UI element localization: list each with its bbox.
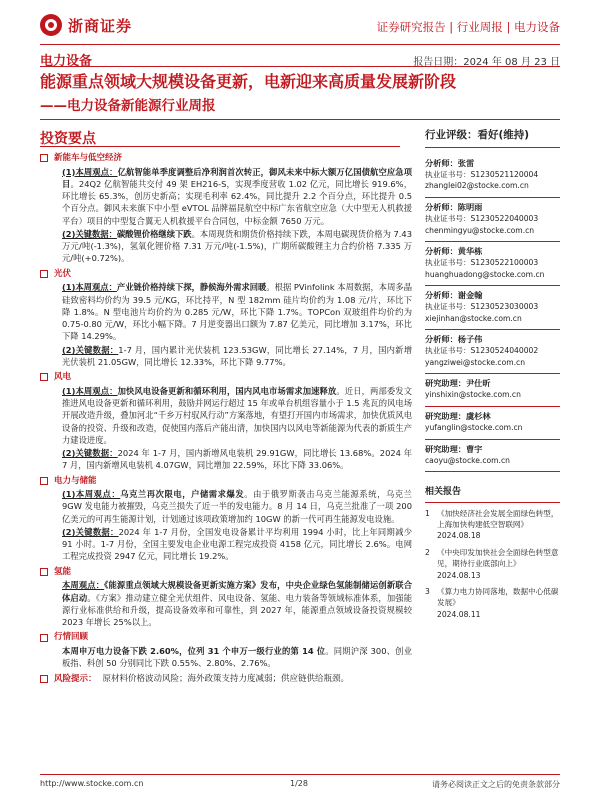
logo-icon	[40, 14, 62, 36]
paragraph-highlight: 乌克兰再次限电，户储需求爆发	[120, 489, 245, 500]
paragraph	[62, 228, 412, 265]
paragraph-text: 。《方案》推动建立健全光伏组件、风电设备、氢能、电力装备等领域标准体系，加强能源行业标准供给和升级，提高设备效率和可靠性，到 2027 年，能源重点领域设备投资规模较 2023 年增长 25%以上。	[62, 592, 412, 628]
paragraph-lead: (2)关键数据：	[62, 448, 118, 459]
analyst-detail: 执业证书号：S1230522040003	[425, 214, 539, 224]
logo-text: 浙商证券	[68, 16, 133, 35]
paragraph-lead: (1)本周观点：	[62, 489, 121, 500]
footer-disclaimer: 请务必阅读正文之后的免责条款部分	[432, 780, 560, 789]
sidebar	[425, 128, 560, 620]
paragraph-text: 2024 年 1-7 月份，全国发电设备累计平均利用 1994 小时，比上年同期减少 91 小时。1-7 月份，全国主要发电企业电源工程完成投资 4158 亿元，同比增长 2.6%。电网工程完成投资 2947 亿元，同比增长 19.2%。	[62, 526, 412, 562]
analyst-entry	[425, 440, 560, 473]
industry-rating: 行业评级：看好(维持)	[425, 128, 560, 148]
paragraph-text: 。同期沪深 300、创业板指、科创 50 分别同比下跌 0.55%、2.80%、2.76%。	[62, 645, 412, 669]
company-logo	[40, 12, 170, 38]
paragraph-lead: 本周观点：	[62, 580, 105, 591]
analyst-name: 研究助理：尹仕昕	[425, 378, 491, 389]
category-heading	[40, 371, 412, 384]
paragraph	[62, 526, 412, 563]
analyst-list	[425, 154, 560, 472]
footer-website-link[interactable]: http://www.stocke.com.cn	[40, 779, 144, 788]
page-subtitle: ——电力设备新能源行业周报	[40, 98, 216, 114]
paragraph-text: 。根据 PVinfolink 本周数据，本周多晶硅致密料均价约为 39.5 元/KG，环比持平，N 型 182mm 硅片均价约为 1.08 元/片，环比下降 1.8%。N 型电池片均价约为 0.285 元/W，环比下降 1.7%。TOPCon 双玻组件均价约为 0.75-0.80 元/W，环比小幅下降。7 月逆变器出口额为 7.87 亿美元，同比增加 3.17%，环比下降 14.29%。	[62, 282, 412, 342]
checkbox-bullet-icon	[40, 568, 48, 576]
analyst-entry	[425, 198, 560, 242]
checkbox-bullet-icon	[40, 675, 48, 683]
analyst-name: 研究助理：曹宇	[425, 443, 483, 454]
analyst-detail[interactable]: chenmingyu@stocke.com.cn	[425, 225, 535, 235]
category-heading	[40, 673, 412, 686]
related-report[interactable]	[425, 547, 560, 570]
paragraph-text: 2024 年 1-7 月，国内新增风电装机 29.91GW，同比增长 13.68%。2024 年 7 月，国内新增风电装机 4.07GW，同比增加 22.59%，环比下降 33.06%。	[62, 448, 412, 471]
paragraph	[62, 166, 412, 227]
analyst-name: 分析师：张雷	[425, 157, 475, 168]
analyst-name: 分析师：杨子伟	[425, 334, 483, 345]
category-heading	[40, 631, 412, 644]
paragraph-highlight: 碳酸锂价格继续下跌	[116, 228, 192, 239]
paragraph	[62, 447, 412, 472]
analyst-detail[interactable]: yufanglin@stocke.com.cn	[425, 423, 523, 433]
paragraph	[62, 281, 412, 342]
paragraph-text: 。本周现货和期货价格持续下跌，本周电碳现货价格为 7.43 万元/吨(-1.3%)，氢氧化锂价格 7.31 万元/吨(-1.5%)，广期所碳酸锂主力合约价格 7.335 万元/吨(+0.72%)。	[62, 228, 412, 264]
paragraph-highlight: 加快风电设备更新和循环利用，国内风电市场需求加速释放	[117, 385, 337, 396]
analyst-detail[interactable]: yinshixin@stocke.com.cn	[425, 390, 521, 400]
category-name: 电力与储能	[54, 475, 97, 486]
checkbox-bullet-icon	[40, 270, 48, 278]
paragraph	[62, 385, 412, 446]
analyst-detail[interactable]: yangziwei@stocke.com.cn	[425, 357, 526, 367]
key-points-divider	[40, 146, 400, 147]
related-report[interactable]	[425, 586, 560, 609]
analyst-entry	[425, 154, 560, 198]
analyst-detail: 执业证书号：S1230521120004	[425, 170, 539, 180]
category-heading	[40, 152, 412, 165]
key-points-body	[40, 149, 412, 685]
paragraph	[62, 344, 412, 369]
category-heading	[40, 566, 412, 579]
analyst-detail: 执业证书号：S1230523030003	[425, 302, 539, 312]
analyst-entry	[425, 330, 560, 374]
checkbox-bullet-icon	[40, 634, 48, 642]
category-heading	[40, 475, 412, 488]
paragraph-highlight: 《能源重点领域大规模设备更新实施方案》发布，中央企业绿色氢能制储运创新联合体启动	[62, 580, 412, 603]
related-report-number: 3	[425, 587, 430, 597]
analyst-name: 研究助理：虞杉林	[425, 410, 491, 421]
paragraph-lead: (2)关键数据：	[62, 344, 119, 355]
footer-divider	[40, 774, 560, 775]
analyst-entry	[425, 407, 560, 440]
checkbox-bullet-icon	[40, 154, 48, 162]
related-report-title[interactable]: 《算力电力协同落地，数据中心低碳发展》	[437, 587, 559, 608]
category-name: 新能车与低空经济	[54, 153, 123, 163]
category-name: 光伏	[54, 268, 72, 279]
category-inline-text: 原材料价格波动风险；海外政策支持力度减弱；供应链供给瓶颈。	[102, 673, 350, 684]
paragraph-text: 1-7 月，国内累计光伏装机 123.53GW，同比增长 27.14%，7 月，国内新增光伏装机 21.05GW，同比增长 12.33%，环比下降 9.77%。	[62, 344, 413, 367]
paragraph-highlight: 本周申万电力设备下跌 2.60%，位列 31 个申万一级行业的第 14 位	[62, 645, 326, 656]
analyst-entry	[425, 286, 560, 330]
report-type-nav: 证券研究报告 | 行业周报 | 电力设备	[376, 20, 560, 34]
category-name: 风险提示：	[54, 673, 97, 684]
related-report-title[interactable]: 《加快经济社会发展全面绿色转型，上海加快构建低空智联网》	[437, 508, 559, 530]
category-name: 氢能	[54, 566, 72, 577]
checkbox-bullet-icon	[40, 477, 48, 485]
paragraph-text: 。由于俄罗斯袭击乌克兰能源系统，乌克兰 9GW 发电能力被摧毁，乌克兰损失了近一半的发电能力。8 月 14 日，乌克兰批准了一项 200 亿美元的可再生能源计划，计划通过该项政策增加约 10GW 的新一代可再生能源发电设施。	[62, 489, 412, 524]
paragraph-highlight: 亿航智能单季度调整后净利润首次转正，御风未来中标大额万亿国债航空应急项目	[62, 166, 412, 189]
related-report-date: 2024.08.11	[437, 609, 481, 619]
analyst-detail[interactable]: zhanglei02@stocke.com.cn	[425, 181, 529, 191]
analyst-detail: 执业证书号：S1230522100003	[425, 258, 539, 268]
related-reports-heading: 相关报告	[425, 486, 560, 503]
related-report-date: 2024.08.13	[437, 570, 481, 580]
analyst-detail[interactable]: caoyu@stocke.com.cn	[425, 455, 510, 465]
paragraph-lead: (1)本周观点：	[62, 282, 117, 293]
related-report-date: 2024.08.18	[437, 531, 481, 541]
paragraph	[62, 645, 412, 670]
checkbox-bullet-icon	[40, 373, 48, 381]
paragraph-highlight: 产业链价格持续下探，静候海外需求回暖	[116, 282, 267, 293]
analyst-entry	[425, 374, 560, 407]
paragraph	[62, 579, 412, 628]
analyst-name: 分析师：黄华栋	[425, 245, 483, 256]
paragraph-text: 。近日，两部委发文推进风电设备更新和循环利用，鼓励并网运行超过 15 年或单台机组容量小于 1.5 兆瓦的风电场开展改造升级，叠加河北“千乡万村驭风行动”方案落地，有望打开国内市场需求，加快优质风电设备的投资、升级和改造，促使国内落后产能出清，加快国内以风电等新能源为代表的新质生产力建设进度。	[62, 385, 412, 445]
analyst-entry	[425, 242, 560, 286]
report-date: 报告日期：2024 年 08 月 23 日	[413, 57, 560, 68]
category-name: 风电	[54, 372, 72, 383]
category-name: 行情回顾	[54, 632, 89, 643]
title-divider	[40, 119, 560, 120]
related-reports-list	[425, 508, 560, 621]
analyst-detail: 执业证书号：S1230524040002	[425, 346, 539, 356]
analyst-name: 分析师：陈明雨	[425, 201, 483, 212]
page-number: 1/28	[290, 779, 308, 788]
analyst-detail[interactable]: xiejinhan@stocke.com.cn	[425, 313, 522, 323]
paragraph-lead: (2)关键数据：	[62, 228, 117, 239]
related-report-title[interactable]: 《中央印发加快社会全面绿色转型意见，期待行业底部向上》	[437, 547, 559, 569]
page-title: 能源重点领域大规模设备更新，电新迎来高质量发展新阶段	[40, 72, 457, 91]
related-report-number: 2	[425, 547, 430, 557]
category-heading	[40, 268, 412, 281]
paragraph-lead: (2)关键数据：	[62, 526, 119, 537]
analyst-detail[interactable]: huanghuadong@stocke.com.cn	[425, 269, 545, 279]
key-points-heading: 投资要点	[40, 131, 96, 147]
paragraph-lead: (1)本周观点：	[62, 385, 118, 396]
analyst-name: 分析师：谢金翰	[425, 289, 483, 300]
section-divider	[40, 66, 560, 67]
header-divider	[40, 44, 560, 45]
related-report-number: 1	[425, 508, 430, 518]
paragraph-lead: (1)本周观点：	[62, 166, 118, 177]
related-report[interactable]	[425, 508, 560, 531]
paragraph	[62, 488, 412, 525]
paragraph-text: 。24Q2 亿航智能共交付 49 架 EH216-S，实现季度营收 1.02 亿元，同比增长 919.6%，环比增长 65.3%，创历史新高；实现毛利率 62.4%，同比提升 2.2 个百分点，环比提升 0.5 个百分点。御风未来旗下中小型 eVTOL 品牌福昆航空中标广东省航空应急（大中型无人机救援平台）项目的中型复合翼无人机救援平台合同包，中标金额 7650 万元。	[62, 178, 412, 226]
section-name: 电力设备	[40, 54, 93, 69]
